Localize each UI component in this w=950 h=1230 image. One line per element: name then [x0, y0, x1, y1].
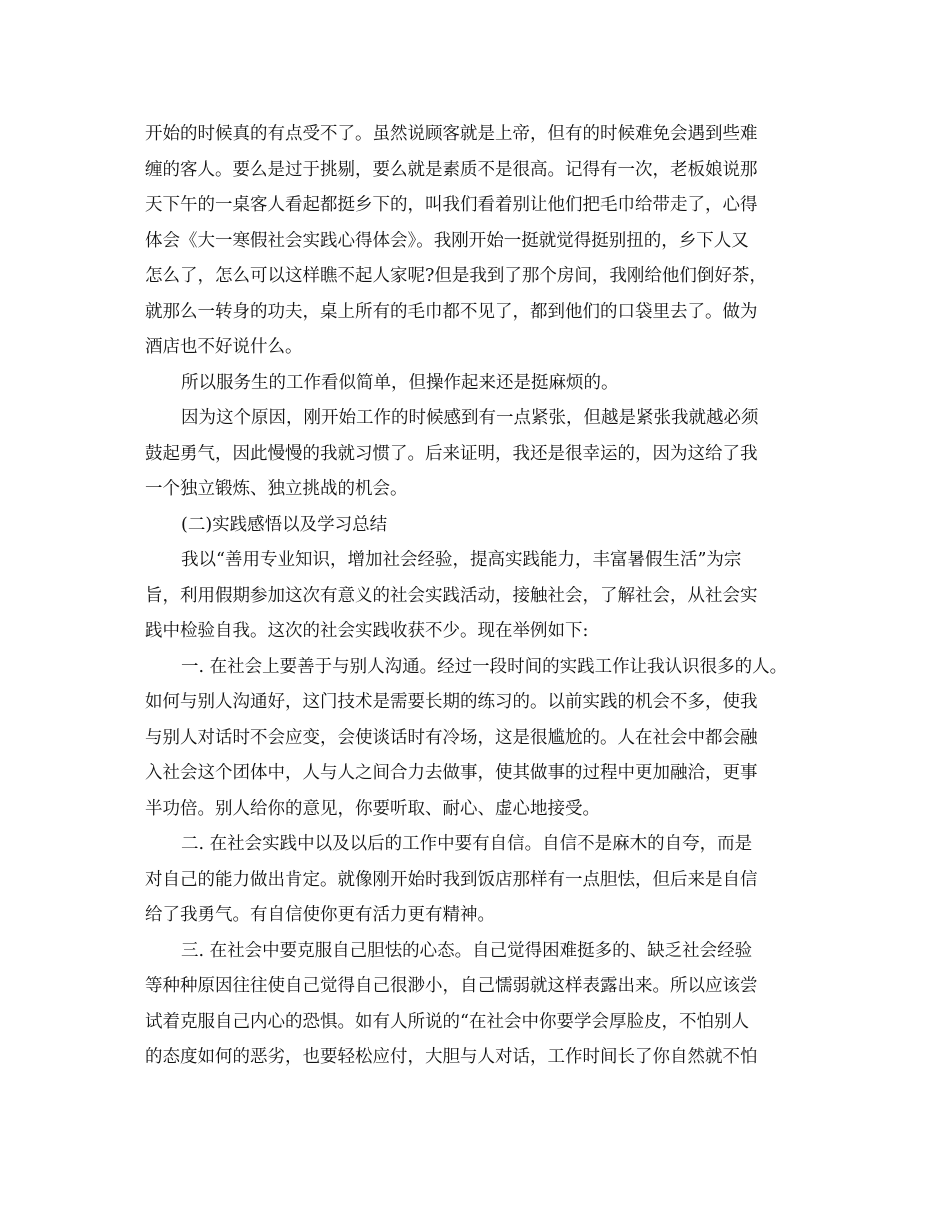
text-line: 就那么一转身的功夫，桌上所有的毛巾都不见了，都到他们的口袋里去了。做为 — [145, 301, 758, 322]
text-line: 试着克服自己内心的恐惧。如有人所说的“在社会中你要学会厚脸皮，不怕别人 — [145, 1011, 749, 1032]
text-line: 体会《大一寒假社会实践心得体会》。我刚开始一挺就觉得挺别扭的，乡下人又 — [145, 230, 749, 251]
text-line: 给了我勇气。有自信使你更有活力更有精神。 — [145, 905, 495, 925]
text-line: 旨，利用假期参加这次有意义的社会实践活动，接触社会，了解社会，从社会实 — [145, 585, 758, 606]
text-line: 鼓起勇气，因此慢慢的我就习惯了。后来证明，我还是很幸运的，因为这给了我 — [145, 443, 758, 464]
text-line: 一. 在社会上要善于与别人沟通。经过一段时间的实践工作让我认识很多的人。 — [181, 656, 788, 677]
text-line: 等种种原因往往使自己觉得自己很渺小，自己懦弱就这样表露出来。所以应该尝 — [145, 976, 758, 996]
text-line: 一个独立锻炼、独立挑战的机会。 — [145, 479, 408, 499]
text-line: 如何与别人沟通好，这门技术是需要长期的练习的。以前实践的机会不多，使我 — [145, 692, 758, 712]
text-line: 的态度如何的恶劣，也要轻松应付，大胆与人对话，工作时间长了你自然就不怕 — [145, 1047, 758, 1067]
text-line: 入社会这个团体中，人与人之间合力去做事，使其做事的过程中更加融洽，更事 — [145, 763, 758, 783]
text-line: 缠的客人。要么是过于挑剔，要么就是素质不是很高。记得有一次，老板娘说那 — [145, 159, 758, 180]
text-line: 怎么了，怎么可以这样瞧不起人家呢?但是我到了那个房间，我刚给他们倒好茶， — [145, 266, 767, 286]
document-body — [145, 117, 825, 1076]
text-line: 二. 在社会实践中以及以后的工作中要有自信。自信不是麻木的自夸，而是 — [181, 834, 753, 854]
text-line: 对自己的能力做出肯定。就像刚开始时我到饭店那样有一点胆怯，但后来是自信 — [145, 869, 758, 890]
text-line: 开始的时候真的有点受不了。虽然说顾客就是上帝，但有的时候难免会遇到些难 — [145, 124, 758, 144]
text-line: (二)实践感悟以及学习总结 — [181, 514, 388, 535]
text-line: 三. 在社会中要克服自己胆怯的心态。自己觉得困难挺多的、缺乏社会经验 — [181, 940, 753, 961]
text-line: 酒店也不好说什么。 — [145, 337, 303, 357]
text-line: 与别人对话时不会应变，会使谈话时有冷场，这是很尴尬的。人在社会中都会融 — [145, 727, 758, 748]
text-line: 半功倍。别人给你的意见，你要听取、耐心、虚心地接受。 — [145, 798, 600, 819]
text-line: 因为这个原因，刚开始工作的时候感到有一点紧张，但越是紧张我就越必须 — [181, 408, 759, 428]
text-line: 天下午的一桌客人看起都挺乡下的，叫我们看着别让他们把毛巾给带走了，心得 — [145, 195, 758, 215]
text-line: 所以服务生的工作看似简单，但操作起来还是挺麻烦的。 — [181, 372, 619, 393]
text-line: 践中检验自我。这次的社会实践收获不少。现在举例如下: — [145, 621, 589, 641]
text-line: 我以“善用专业知识，增加社会经验，提高实践能力，丰富暑假生活”为宗 — [181, 550, 742, 570]
